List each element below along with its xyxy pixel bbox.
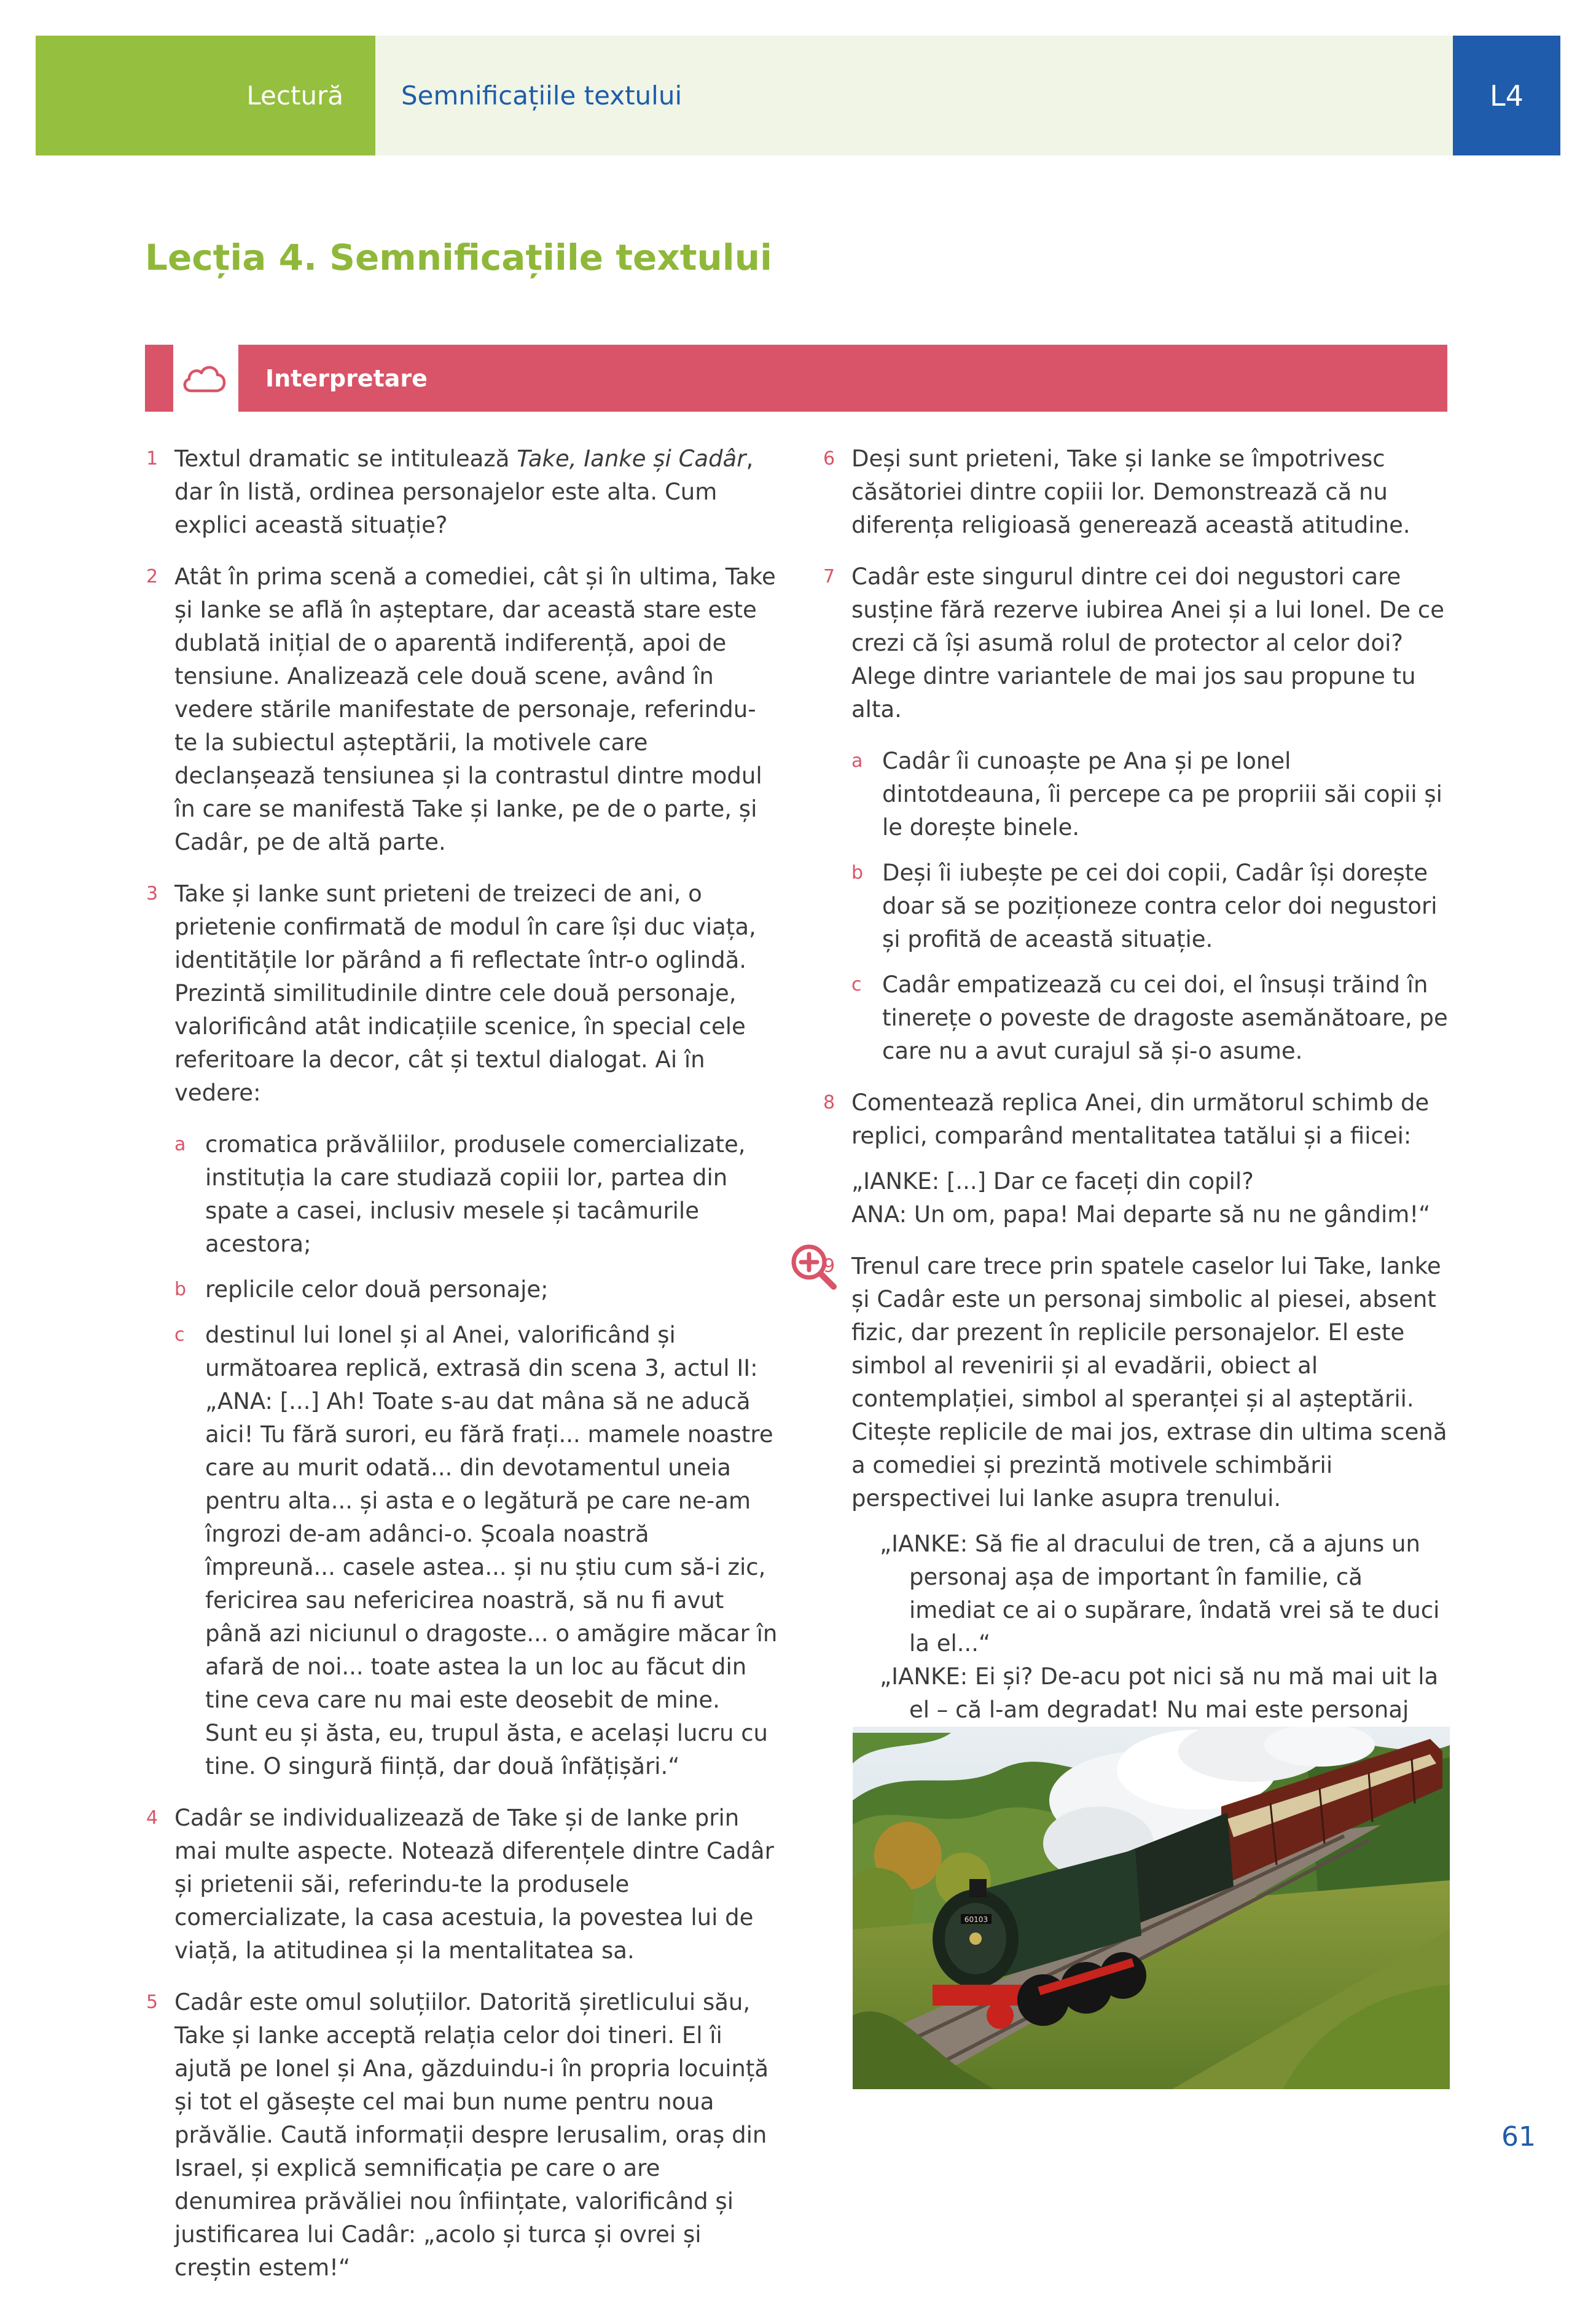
locomotive-number: 60103: [964, 1915, 988, 1924]
question-1: [146, 442, 778, 542]
question-5: [146, 1986, 778, 2285]
question-7-option-b: [823, 857, 1455, 956]
page-header: [36, 36, 1560, 155]
question-number: 3: [146, 883, 158, 904]
question-6: [823, 442, 1455, 542]
question-7-option-c: [823, 968, 1455, 1068]
question-text: Cadâr este omul soluțiilor. Datorită șiretlicului său, Take și Ianke acceptă relația celor doi tineri. El îi ajută pe Ionel și Ana, găzduindu-i în propria locuință și tot el găsește cel mai bun nume pentru noua prăvălie. Caută informații despre Ierusalim, oraș din Israel, și explică semnificația pe care o are denumirea prăvăliei nou înființate, valorificând și justificarea lui Cadâr: „acolo și turca și ovrei și creștin estem!“: [174, 1989, 769, 2281]
steam-train-photo: [853, 1727, 1450, 2089]
option-letter: b: [851, 862, 864, 884]
question-number: 2: [146, 566, 158, 587]
option-letter: a: [174, 1134, 186, 1155]
question-3-option-c: [146, 1319, 778, 1783]
question-7: [823, 560, 1455, 726]
section-label: Interpretare: [265, 364, 428, 392]
section-bar-stripe: [145, 345, 173, 412]
cloud-icon: [173, 345, 236, 412]
option-letter: c: [174, 1324, 185, 1346]
question-9: [823, 1250, 1455, 1515]
zoom-in-icon[interactable]: [788, 1241, 839, 1292]
question-3-option-a: [146, 1128, 778, 1261]
option-text: destinul lui Ionel și al Anei, valorificând și următoarea replică, extrasă din scena 3, actul II: „ANA: [...] Ah! Toate s-au dat mâna să ne aducă aici! Tu fără surori, eu fără frați... mamele noastre care au murit odată... din devotamentul uneia pentru alta... și asta e o legătură pe care ne-am îngrozi de-am adânci-o. Școala noastră împreună... casele astea... și nu știu cum să-i zic, fericirea sau nefericirea noastră, să nu fi avut până azi niciunul o dragoste... o amăgire măcar în afară de noi... toate astea la un loc au făcut din tine ceva care nu mai este deosebit de mine. Sunt eu și ăsta, eu, trupul ăsta, e același lucru cu tine. O singură ființă, dar două înfățișări.“: [205, 1322, 778, 1779]
question-4: [146, 1802, 778, 1968]
option-text: Cadâr empatizează cu cei doi, el însuși trăind în tinerețe o poveste de dragoste asemănătoare, pe care nu a avut curajul să și-o asume.: [882, 971, 1448, 1064]
question-number: 9: [823, 1255, 835, 1277]
quote-line: „IANKE: [...] Dar ce faceți din copil?: [851, 1168, 1254, 1195]
play-title: Take, Ianke și Cadâr: [517, 445, 746, 472]
page-number: 61: [1501, 2121, 1536, 2152]
option-text: cromatica prăvăliilor, produsele comercializate, instituția la care studiază copiii lor, partea din spate a casei, inclusiv mesele și tacâmurile acestora;: [205, 1131, 746, 1257]
right-column: [823, 442, 1455, 1845]
option-letter: b: [174, 1279, 187, 1300]
question-3-option-b: [146, 1273, 778, 1306]
header-lesson-code: L4: [1490, 79, 1524, 112]
question-7-option-a: [823, 745, 1455, 844]
header-title: Semnificațiile textului: [401, 80, 683, 111]
option-text: replicile celor două personaje;: [205, 1276, 549, 1303]
question-number: 4: [146, 1807, 158, 1829]
question-number: 7: [823, 566, 835, 587]
header-section-label: Lectură: [246, 80, 343, 111]
question-8: [823, 1086, 1455, 1153]
question-number: 6: [823, 448, 835, 469]
question-number: 5: [146, 1991, 158, 2013]
quote-line: „IANKE: Să fie al dracului de tren, că a ajuns un personaj așa de important în familie, că imediat ce ai o supărare, îndată vrei să te duci la el...“: [880, 1531, 1440, 1657]
option-text: Deși îi iubește pe cei doi copii, Cadâr își dorește doar să se poziționeze contra celor doi negustori și profită de această situație.: [882, 860, 1438, 952]
question-text-part: , dar în listă, ordinea personajelor este alta. Cum explici această situație?: [174, 445, 754, 538]
question-text: Atât în prima scenă a comediei, cât și în ultima, Take și Ianke se află în așteptare, dar această stare este dublată inițial de o aparentă indiferență, apoi de tensiune. Analizează cele două scene, având în vedere stările manifestate de personaje, referindu-te la subiectul așteptării, la motivele care declanșează tensiunea și la contrastul dintre modul în care se manifestă Take și Ianke, pe de o parte, și Cadâr, pe de altă parte.: [174, 563, 776, 855]
question-8-quote: [823, 1165, 1455, 1231]
question-3: [146, 877, 778, 1110]
question-text: [174, 442, 778, 542]
question-text: Trenul care trece prin spatele caselor lui Take, Ianke și Cadâr este un personaj simbolic al piesei, absent fizic, dar prezent în replicile personajelor. El este simbol al revenirii și al evadării, obiect al contemplației, simbol al speranței și al așteptării. Citește replicile de mai jos, extrase din ultima scenă a comediei și prezintă motivele schimbării perspectivei lui Ianke asupra trenului.: [851, 1253, 1447, 1512]
quote-line: ANA: Un om, papa! Mai departe să nu ne gândim!“: [851, 1201, 1431, 1228]
left-column: [146, 442, 778, 2303]
section-bar: [145, 345, 1447, 412]
question-text: Cadâr este singurul dintre cei doi negustori care susține fără rezerve iubirea Anei și a lui Ionel. De ce crezi că își asumă rolul de protector al celor doi? Alege dintre variantele de mai jos sau propune tu alta.: [851, 563, 1444, 723]
question-text: Take și Ianke sunt prieteni de treizeci de ani, o prietenie confirmată de modul în care își duc viața, identitățile lor părând a fi reflectate într-o oglindă. Prezintă similitudinile dintre cele două personaje, valorificând atât indicațiile scenice, în special cele referitoare la decor, cât și textul dialogat. Ai în vedere:: [174, 881, 756, 1106]
question-number: 1: [146, 448, 158, 469]
option-letter: a: [851, 750, 863, 772]
option-letter: c: [851, 974, 862, 995]
question-text: Cadâr se individualizează de Take și de Ianke prin mai multe aspecte. Notează diferențele dintre Cadâr și prietenii săi, referindu-te la produsele comercializate, la casa acestuia, la povestea lui de viață, la atitudinea și la mentalitatea sa.: [174, 1805, 774, 1964]
question-number: 8: [823, 1092, 835, 1113]
quote-line: „IANKE: Ei și? De-acu pot nici să nu mă mai uit la el – că l-am degradat! Nu mai este personaj: [880, 1663, 1439, 1723]
option-text: Cadâr îi cunoaște pe Ana și pe Ionel dintotdeauna, îi percepe ca pe propriii săi copii și le dorește binele.: [882, 748, 1442, 841]
question-text: Comentează replica Anei, din următorul schimb de replici, comparând mentalitatea tatălui și a fiicei:: [851, 1089, 1430, 1149]
question-text: Deși sunt prieteni, Take și Ianke se împotrivesc căsătoriei dintre copiii lor. Demonstrează că nu diferența religioasă generează această atitudine.: [851, 445, 1410, 538]
lesson-title: Lecția 4. Semnificațiile textului: [145, 237, 772, 278]
question-text-part: Textul dramatic se intitulează: [174, 445, 517, 472]
question-2: [146, 560, 778, 859]
